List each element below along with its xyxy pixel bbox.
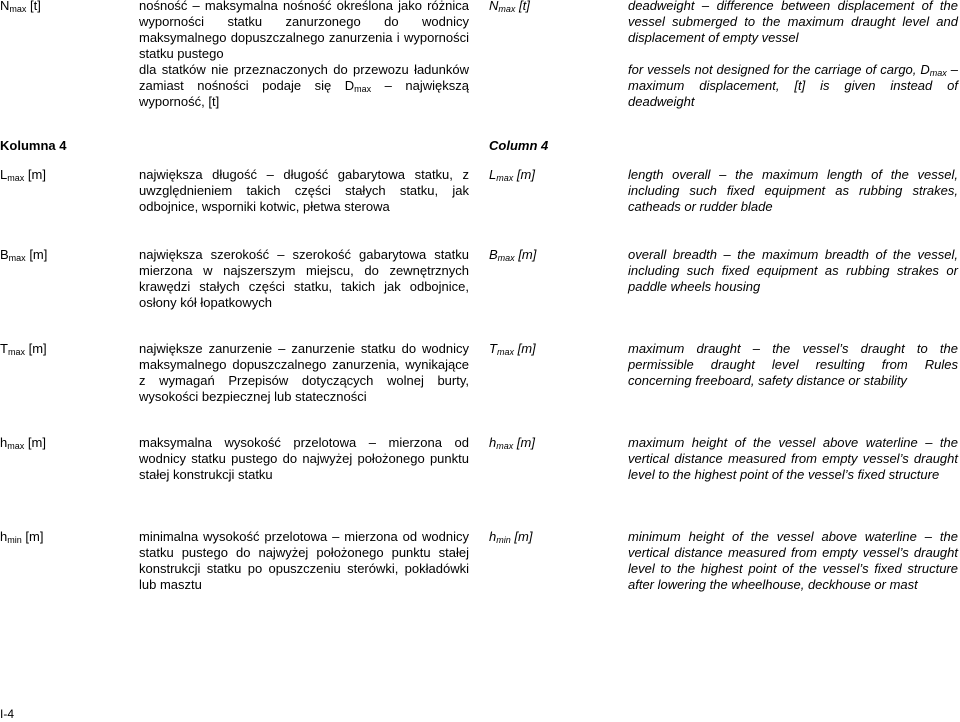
definition-bmax-en: overall breadth – the maximum breadth of the vessel, including such fixed equipment as rubbing strakes or paddle wheels housing	[628, 247, 958, 294]
definition-nmax-en	[628, 0, 958, 110]
definition-lmax-pl: największa długość – długość gabarytowa statku, z uwzględnieniem takich części stałych statku, jak odbojnice, wsporniki kotwic, płetwa sterowa	[139, 167, 469, 214]
definition-nmax-pl-main: nośność – maksymalna nośność określona jako różnica wyporności statku zanurzonego do wodnicy maksymalnego dopuszczalnego zanurzenia i wyporności statku pustego	[139, 0, 469, 61]
definition-nmax-en-main: deadweight – difference between displacement of the vessel submerged to the maximum draught level and displacement of empty vessel	[628, 0, 958, 45]
definition-hmax-en: maximum height of the vessel above waterline – the vertical distance measured from empty vessel’s draught level to the highest point of the vessel’s fixed structure	[628, 435, 958, 482]
definition-tmax-pl: największe zanurzenie – zanurzenie statku do wodnicy maksymalnego dopuszczalnego zanurzenia, wynikające z wymagań Przepisów dotyczących wolnej burty, wysokości bezpiecznej lub stateczności	[139, 341, 469, 404]
symbol-lmax-pl: $L_{max}$ [m]	[0, 167, 46, 183]
symbol-hmax-en: $h_{max}$ [m]	[489, 435, 535, 451]
definition-lmax-en: length overall – the maximum length of the vessel, including such fixed equipment as rubbing strakes, catheads or rudder blade	[628, 167, 958, 214]
symbol-tmax-en: $T_{max}$ [m]	[489, 341, 536, 357]
symbol-hmin-pl: $h_{min}$ [m]	[0, 529, 44, 545]
symbol-nmax-pl: $N_{max}$ [t]	[0, 0, 41, 14]
definition-tmax-en: maximum draught – the vessel’s draught to the permissible draught level resulting from Rules concerning freeboard, safety distance or stability	[628, 341, 958, 388]
page-number: I-4	[0, 707, 15, 721]
heading-kolumna-4: Kolumna 4	[0, 138, 67, 153]
symbol-tmax-pl: $T_{max}$ [m]	[0, 341, 47, 357]
definition-hmin-en: minimum height of the vessel above waterline – the vertical distance measured from empty vessel’s draught level to the highest point of the vessel’s fixed structure after lowering the wheelhouse, deckhouse or mast	[628, 529, 958, 592]
definition-nmax-pl-note: dla statków nie przeznaczonych do przewozu ładunków zamiast nośności podaje się $D_{max}$ – największą wyporność, [t]	[139, 62, 469, 109]
definition-bmax-pl: największa szerokość – szerokość gabarytowa statku mierzona w najszerszym miejscu, do zewnętrznych krawędzi stałych części statku, takich jak odbojnice, osłony kół łopatkowych	[139, 247, 469, 310]
definition-nmax-pl	[139, 0, 469, 110]
symbol-bmax-en: $B_{max}$ [m]	[489, 247, 537, 263]
definition-hmin-pl: minimalna wysokość przelotowa – mierzona od wodnicy statku pustego do najwyżej położonego punktu stałej konstrukcji statku po opuszczeniu sterówki, pokładówki lub masztu	[139, 529, 469, 592]
heading-column-4: Column 4	[489, 138, 549, 153]
definition-nmax-en-note: for vessels not designed for the carriage of cargo, $D_{max}$ – maximum displacement, [t] is given instead of deadweight	[628, 62, 959, 109]
symbol-hmin-en: $h_{min}$ [m]	[489, 529, 533, 545]
symbol-bmax-pl: $B_{max}$ [m]	[0, 247, 48, 263]
symbol-nmax-en: $N_{max}$ [t]	[489, 0, 530, 14]
symbol-lmax-en: $L_{max}$ [m]	[489, 167, 535, 183]
definition-hmax-pl: maksymalna wysokość przelotowa – mierzona od wodnicy statku pustego do najwyżej położonego punktu stałej konstrukcji statku	[139, 435, 469, 482]
symbol-hmax-pl: $h_{max}$ [m]	[0, 435, 46, 451]
